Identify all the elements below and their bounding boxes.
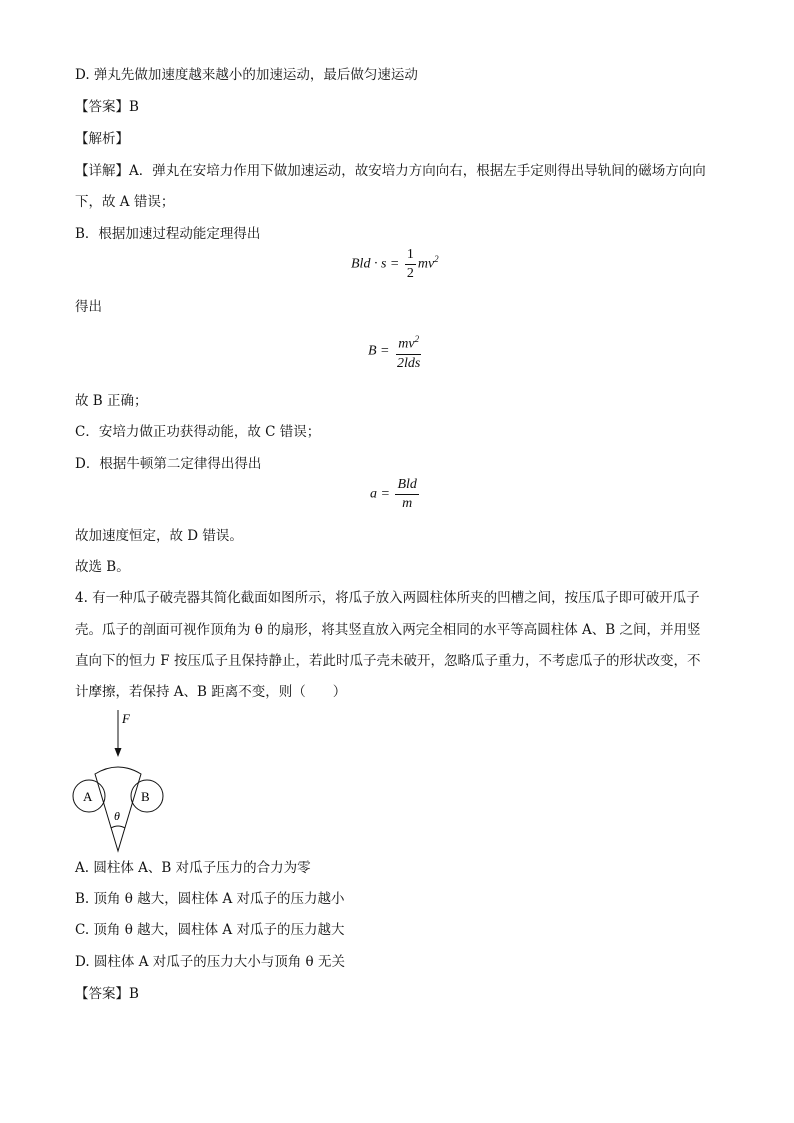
- eq1-left: Bld · s =: [351, 256, 400, 272]
- option-c: C. 顶角 θ 越大，圆柱体 A 对瓜子的压力越大: [75, 922, 345, 938]
- eq1-right: mv: [417, 256, 435, 272]
- detail-d: D．根据牛顿第二定律得出得出: [75, 456, 262, 472]
- eq3-fraction: [395, 477, 418, 512]
- detail-c: C．安培力做正功获得动能，故 C 错误；: [75, 424, 321, 440]
- eq1-fraction: [405, 247, 416, 282]
- eq2-left: B =: [368, 343, 390, 359]
- equation-b: [368, 331, 424, 372]
- force-label: F: [122, 711, 130, 726]
- choose-b: 故选 B。: [75, 559, 130, 575]
- angle-label: θ: [114, 809, 120, 823]
- eq3-den: m: [402, 496, 413, 511]
- eq3-num: Bld: [395, 477, 418, 495]
- detail-line-2: 下，故 A 错误；: [75, 194, 175, 210]
- q4-line-2: 壳。瓜子的剖面可视作顶角为 θ 的扇形，将其竖直放入两完全相同的水平等高圆柱体 A、B 之间，并用竖: [75, 622, 701, 638]
- b-correct: 故 B 正确；: [75, 393, 148, 409]
- sunflower-cracker-figure: [68, 708, 178, 858]
- option-d: D. 圆柱体 A 对瓜子的压力大小与顶角 θ 无关: [75, 954, 345, 970]
- force-arrowhead-icon: [115, 748, 122, 757]
- cylinder-a-label: A: [83, 789, 93, 804]
- angle-arc: [111, 826, 125, 828]
- eq1-den: 2: [406, 266, 414, 281]
- eq2-num-wrap: [396, 331, 421, 355]
- q4-line-3: 直向下的恒力 F 按压瓜子且保持静止，若此时瓜子壳未破开，忽略瓜子重力，不考虑瓜子的形状改变，不: [75, 653, 701, 669]
- eq2-num: mv: [398, 336, 415, 352]
- option-b: B. 顶角 θ 越大，圆柱体 A 对瓜子的压力越小: [75, 891, 345, 907]
- eq1-num: 1: [405, 247, 416, 265]
- detail-b: B．根据加速过程动能定理得出: [75, 226, 261, 242]
- option-d-prev: D. 弹丸先做加速度越来越小的加速运动，最后做匀速运动: [75, 67, 418, 83]
- accel-constant: 故加速度恒定，故 D 错误。: [75, 528, 243, 544]
- derive-label: 得出: [75, 299, 102, 315]
- option-a: A. 圆柱体 A、B 对瓜子压力的合力为零: [75, 860, 311, 876]
- q4-line-1: 4. 有一种瓜子破壳器其简化截面如图所示，将瓜子放入两圆柱体所夹的凹槽之间，按压瓜子即可破开瓜子: [75, 590, 700, 606]
- equation-a: [370, 477, 421, 512]
- answer-label-2: 【答案】B: [75, 986, 139, 1002]
- detail-line-1: 【详解】A．弹丸在安培力作用下做加速运动，故安培力方向向右，根据左手定则得出导轨间的磁场方向向: [75, 163, 706, 179]
- answer-label: 【答案】B: [75, 99, 139, 115]
- analysis-label: 【解析】: [75, 131, 129, 147]
- eq2-fraction: [395, 331, 422, 372]
- q4-line-4: 计摩擦，若保持 A、B 距离不变，则（ ）: [75, 684, 347, 700]
- cylinder-b-label: B: [141, 789, 150, 804]
- equation-energy: [351, 247, 439, 282]
- eq1-exp: 2: [434, 254, 439, 265]
- eq2-numexp: 2: [414, 334, 420, 344]
- eq3-left: a =: [370, 486, 390, 502]
- eq2-den: 2lds: [397, 355, 421, 371]
